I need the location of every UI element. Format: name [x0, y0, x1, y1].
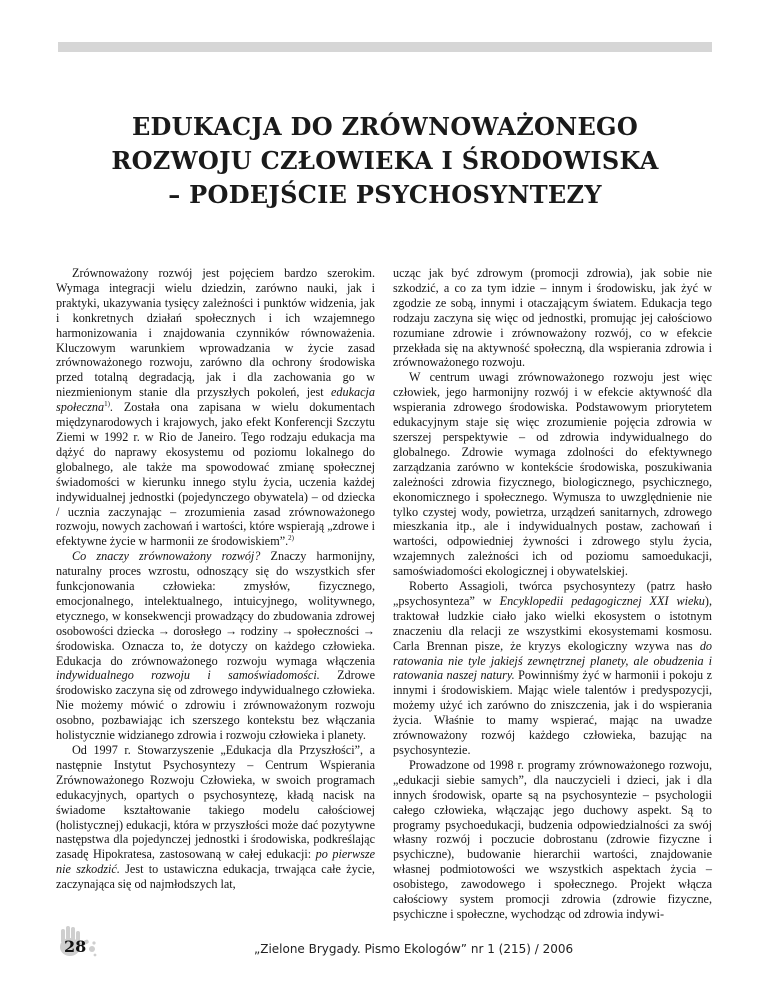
paragraph: ucząc jak być zdrowym (promocji zdrowia), jak sobie nie szkodzić, a co za tym idzie – innym i środowisku, jak żyć w zgodzie ze sobą, innymi i otaczającym światem. Edukacja tego rodzaju zaczyna się więc od jednostki, promując jej całościowo rozumiane zdrowie i zrównoważony rozwój, co w efekcie przekłada się na aktywność społeczną, dla wspierania zdrowia i zrównoważonego rozwoju. — [393, 266, 712, 370]
journal-footer: „Zielone Brygady. Pismo Ekologów” nr 1 (215) / 2006 — [254, 942, 574, 956]
left-column — [56, 266, 375, 892]
paragraph: Roberto Assagioli, twórca psychosyntezy (patrz hasło „psychosynteza” w Encyklopedii pedagogicznej XXI wieku), traktował ludzkie ciało jako wielki ekosystem o istotnym znaczeniu dla relacji ze wszystkimi ekosystemami kosmosu. Carla Brennan pisze, że kryzys ekologiczny wzywa nas do ratowania nie tyle jakiejś zewnętrznej planety, ale obudzenia i ratowania naszej natury. Powinniśmy żyć w harmonii i pokoju z innymi i środowiskiem. Mając wiele talentów i predyspozycji, możemy użyć ich zarówno do zniszczenia, jak i do wspierania życia. Właśnie to mamy wspierać, mając na uwadze zrównoważony rozwój każdego człowieka, bazując na psychosyntezie. — [393, 579, 713, 757]
article-title — [58, 110, 712, 212]
page-number: 28 — [64, 937, 87, 956]
paragraph: Prowadzone od 1998 r. programy zrównoważonego rozwoju, „edukacji siebie samych”, dla nauczycieli i dzieci, jak i dla innych środowisk, oparte są na psychosyntezie – psychologii całego człowieka, włączając jego duchowy aspekt. Są to programy psychoedukacji, budzenia odpowiedzialności za swój własny rozwój i poczucie dobrostanu (zdrowie fizyczne i psychiczne), budowanie hierarchii wartości, znajdowanie własnej podmiotowości we wszystkich aspektach życia – osobistego, zawodowego i społecznego. Projekt włącza całościowy system promocji zdrowia (zdrowie fizyczne, psychiczne i społeczne, wychodząc od zdrowia indywi- — [393, 757, 712, 921]
right-column — [393, 266, 712, 922]
paragraph: Zrównoważony rozwój jest pojęciem bardzo szerokim. Wymaga integracji wielu dziedzin, zarówno nauki, jak i praktyki, ukazywania tysięcy zależności i punktów widzenia, jak i konkretnych działań społecznych i ich wzajemnego harmonizowania i znajdowania czynników równoważenia. Kluczowym warunkiem wprowadzania w życie zasad zrównoważonego rozwoju, zarówno dla ochrony środowiska przed totalną degradacją, jak i dla zachowania go w niezmienionym stanie dla przyszłych pokoleń, jest edukacja społeczna$^{1)}$. Została ona zapisana w wielu dokumentach międzynarodowych i krajowych, jako efekt Konferencji Szczytu Ziemi w 1992 r. w Rio de Janeiro. Tego rodzaju edukacja ma dążyć do naprawy ekosystemu od poziomu lokalnego do globalnego, ale także ma spowodować zmianę społecznej świadomości w kierunku innego stylu życia, uczenia każdej indywidualnej jednostki (pojedynczego obywatela) – od dziecka / ucznia zaczynając – zrozumienia zasad zrównoważonego rozwoju, nowych zachowań i wartości, które wspierają „zdrowe i efektywne życie w harmonii ze środowiskiem”.$^{2)}$ — [56, 266, 375, 549]
title-line-3: – PODEJŚCIE PSYCHOSYNTEZY — [168, 180, 602, 209]
paragraph: Co znaczy zrównoważony rozwój? Znaczy harmonijny, naturalny proces wzrostu, odnoszący się do wszystkich sfer funkcjonowania człowieka: zmysłów, fizycznego, emocjonalnego, intelektualnego, intuicyjnego, wolitywnego, etycznego, w konsekwencji prowadzący do zbudowania zdrowej osobowości dziecka → dorosłego → rodziny → społeczności → środowiska. Oznacza to, że dotyczy on każdego człowieka. Edukacja do zrównoważonego rozwoju wymaga włączenia indywidualnego rozwoju i samoświadomości. Zdrowe środowisko zaczyna się od zdrowego indywidualnego człowieka. Nie możemy mówić o zdrowiu i zrównoważonym rozwoju osobno, pozbawiając ich szerszego kontekstu bez włączania holistycznie widzianego zdrowia i rozwoju człowieka i planety. — [56, 549, 375, 743]
paragraph: W centrum uwagi zrównoważonego rozwoju jest więc człowiek, jego harmonijny rozwój i w efekcie aktywność dla wspierania zdrowego środowiska. Podstawowym priorytetem edukacyjnym staje się więc zrozumienie pojęcia zdrowia w szerszej perspektywie – od zdrowia indywidualnego do globalnego. Zdrowie wymaga zdolności do efektywnego zarządzania zarówno w kontekście środowiska, poszukiwania zależności zdrowia fizycznego, biologicznego, psychicznego, ekonomicznego i społecznego. Wymusza to uwzględnienie nie tylko czystej wody, powietrza, urządzeń sanitarnych, zdrowego mieszkania itp., ale i indywidualnych postaw, zachowań i wartości, odpowiedniej żywności i zdrowego stylu życia, wzajemnych zależności ich od poziomu samoedukacji, samoświadomości ekologicznej i obywatelskiej. — [393, 370, 712, 579]
title-line-2: ROZWOJU CZŁOWIEKA I ŚRODOWISKA — [111, 146, 659, 175]
paragraph: Od 1997 r. Stowarzyszenie „Edukacja dla Przyszłości”, a następnie Instytut Psychosyntezy – Centrum Wspierania Zrównoważonego Rozwoju Człowieka, w swoich programach edukacyjnych, opartych o psychosyntezę, kładą nacisk na świadome kształtowanie takiego modelu całościowej (holistycznej) edukacji, która w przyszłości może dać pozytywne następstwa dla pojedynczej jednostki i środowiska, podkreślając zasadę Hipokratesa, zastosowaną w całej edukacji: po pierwsze nie szkodzić. Jest to ustawiczna edukacja, trwająca całe życie, zaczynająca się od najmłodszych lat, — [56, 743, 376, 892]
header-bar — [58, 42, 712, 52]
title-line-1: EDUKACJA DO ZRÓWNOWAŻONEGO — [131, 112, 639, 141]
